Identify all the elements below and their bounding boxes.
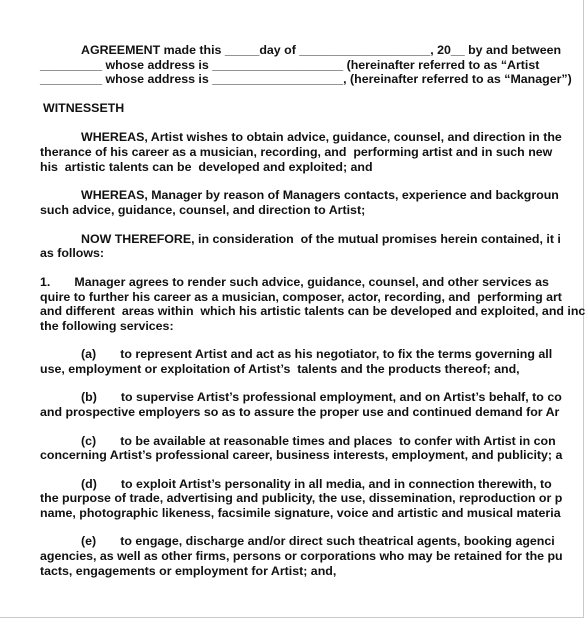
item-d-line-1: (d) to exploit Artist’s personality in all media, and in connection therewith, to <box>81 477 552 491</box>
artist-address-line: _________ whose address is ___________________ (hereinafter referred to as “Artist <box>40 58 540 72</box>
item-b-line-2: and prospective employers so as to assure the proper use and continued demand for Ar <box>40 405 560 419</box>
clause-1-line-2: quire to further his career as a musician, composer, actor, recording, and performing art <box>40 290 562 304</box>
now-therefore-line-1: NOW THEREFORE, in consideration of the mutual promises herein contained, it i <box>81 232 561 246</box>
clause-1-line-3: and different areas within which his artistic talents can be developed and exploited, and inc <box>40 304 585 318</box>
whereas-manager-line-2: such advice, guidance, counsel, and direction to Artist; <box>40 203 366 217</box>
item-e-line-3: tacts, engagements or employment for Artist; and, <box>40 564 337 578</box>
whereas-manager-line-1: WHEREAS, Manager by reason of Managers contacts, experience and backgroun <box>81 188 559 202</box>
agreement-intro-line: AGREEMENT made this _____day of ___________________, 20__ by and between <box>81 43 562 57</box>
item-c-line-2: concerning Artist’s professional career, business interests, employment, and publicity; a <box>40 448 563 462</box>
whereas-artist-line-1: WHEREAS, Artist wishes to obtain advice, guidance, counsel, and direction in the <box>81 130 562 144</box>
item-a-line-2: use, employment or exploitation of Artist’s talents and the products thereof; and, <box>40 362 520 376</box>
item-e-line-2: agencies, as well as other firms, persons or corporations who may be retained for the pu <box>40 549 563 563</box>
item-b-line-1: (b) to supervise Artist’s professional employment, and on Artist’s behalf, to co <box>81 390 562 404</box>
clause-1-line-4: the following services: <box>40 319 174 333</box>
witnesseth-heading: WITNESSETH <box>43 101 125 115</box>
item-a-line-1: (a) to represent Artist and act as his negotiator, to fix the terms governing all <box>81 347 553 361</box>
item-e-line-1: (e) to engage, discharge and/or direct such theatrical agents, booking agenci <box>81 534 555 548</box>
item-c-line-1: (c) to be available at reasonable times and places to confer with Artist in con <box>81 434 556 448</box>
item-d-line-3: name, photographic likeness, facsimile signature, voice and artistic and musical materia <box>40 506 561 520</box>
manager-address-line: _________ whose address is ___________________, (hereinafter referred to as “Manager”) <box>40 72 572 86</box>
item-d-line-2: the purpose of trade, advertising and publicity, the use, dissemination, reproduction or p <box>40 491 563 505</box>
clause-1-line-1: 1. Manager agrees to render such advice, guidance, counsel, and other services as <box>40 275 549 289</box>
now-therefore-line-2: as follows: <box>40 246 105 260</box>
whereas-artist-line-2: therance of his career as a musician, recording, and performing artist and in such new <box>40 145 553 159</box>
whereas-artist-line-3: his artistic talents can be developed and exploited; and <box>40 160 373 174</box>
